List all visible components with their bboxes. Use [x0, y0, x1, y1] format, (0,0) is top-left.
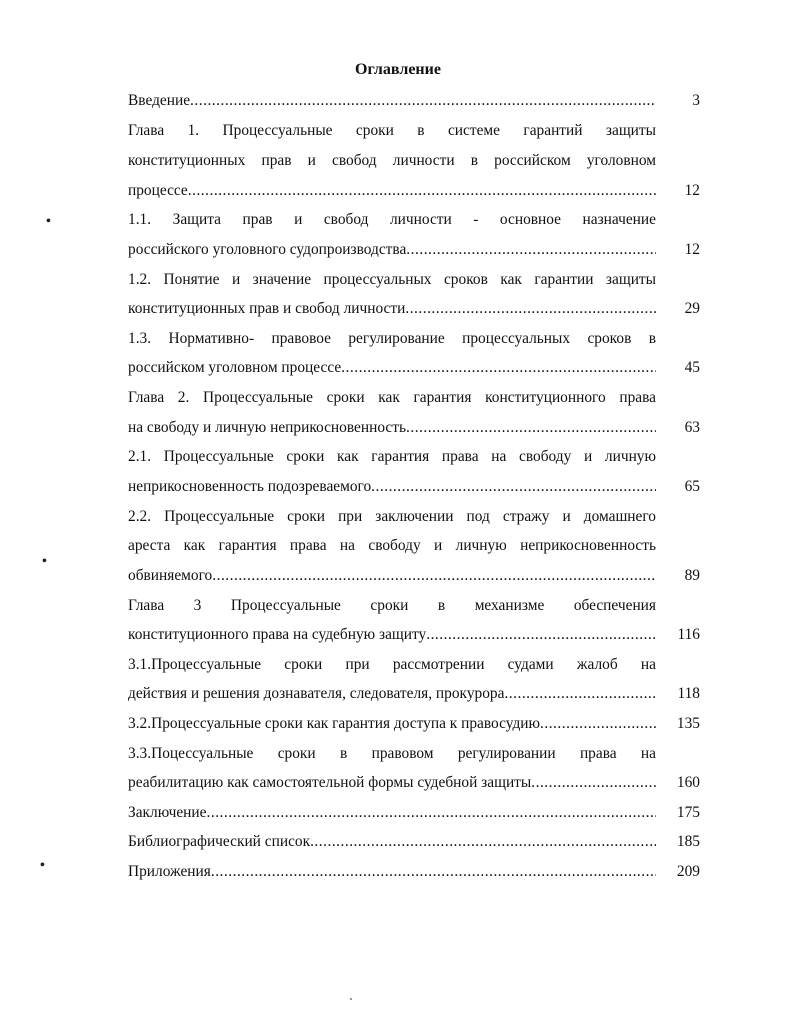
leader-dots	[540, 714, 656, 734]
toc-entry-appendices	[128, 862, 656, 882]
scan-artifact-mark: •	[46, 214, 51, 229]
leader-dots	[371, 477, 656, 497]
toc-entry-chapter-1-line-3	[128, 181, 656, 201]
toc-page-number: 185	[676, 833, 700, 850]
leader-dots	[426, 625, 656, 645]
toc-page-number: 135	[676, 715, 700, 732]
toc-page-number: 3	[692, 92, 700, 109]
toc-entry-text: Введение	[128, 92, 191, 109]
toc-entry-chapter-1-line-2: конституционных прав и свобод личности в российском уголовном	[128, 152, 656, 169]
toc-entry-1-2-line-2	[128, 299, 656, 319]
leader-dots	[188, 181, 656, 201]
page-title: Оглавление	[355, 61, 441, 78]
toc-entry-text: Приложения	[128, 863, 211, 880]
toc-entry-text: реабилитацию как самостоятельной формы судебной защиты	[128, 774, 532, 791]
toc-entry-text: российского уголовного судопроизводства	[128, 241, 407, 258]
toc-entry-1-3-line-1: 1.3. Нормативно- правовое регулирование процессуальных сроков в	[128, 330, 656, 347]
toc-entry-introduction	[128, 91, 656, 111]
toc-entry-text: обвиняемого	[128, 567, 213, 584]
leader-dots	[531, 773, 656, 793]
toc-entry-text: Заключение	[128, 804, 207, 821]
scan-artifact-mark: •	[40, 858, 45, 873]
toc-entry-chapter-2-line-2	[128, 418, 656, 438]
toc-page-number: 89	[684, 567, 700, 584]
toc-entry-text: процессе	[128, 182, 188, 199]
toc-entry-chapter-2-line-1: Глава 2. Процессуальные сроки как гарантия конституционного права	[128, 389, 656, 406]
toc-page-number: 12	[684, 182, 700, 199]
scan-artifact-speck	[350, 998, 352, 1000]
toc-entry-3-1-line-2	[128, 684, 656, 704]
toc-page-number: 209	[676, 863, 700, 880]
toc-page-number: 12	[684, 241, 700, 258]
toc-page-number: 29	[684, 300, 700, 317]
toc-entry-2-2-line-2: ареста как гарантия права на свободу и личную неприкосновенность	[128, 537, 656, 554]
toc-entry-text: Библиографический список	[128, 833, 311, 850]
toc-entry-bibliography	[128, 832, 656, 852]
toc-page-number: 65	[684, 478, 700, 495]
toc-entry-text: 3.2.Процессуальные сроки как гарантия доступа к правосудию	[128, 715, 541, 732]
toc-entry-text: неприкосновенность подозреваемого	[128, 478, 372, 495]
toc-entry-text: конституционного права на судебную защиту	[128, 626, 427, 643]
leader-dots	[504, 684, 656, 704]
toc-entry-1-3-line-2	[128, 358, 656, 378]
toc-entry-text: действия и решения дознавателя, следователя, прокурора	[128, 685, 505, 702]
toc-entry-conclusion	[128, 803, 656, 823]
leader-dots	[310, 832, 656, 852]
scan-artifact-mark: •	[42, 554, 47, 569]
toc-page-number: 63	[684, 419, 700, 436]
toc-entry-text: на свободу и личную неприкосновенность	[128, 419, 406, 436]
leader-dots	[211, 862, 656, 882]
toc-entry-1-2-line-1: 1.2. Понятие и значение процессуальных сроков как гарантии защиты	[128, 271, 656, 288]
toc-entry-2-2-line-3	[128, 566, 656, 586]
toc-entry-chapter-3-line-1: Глава 3 Процессуальные сроки в механизме обеспечения	[128, 597, 656, 614]
toc-entry-3-3-line-1: 3.3.Поцессуальные сроки в правовом регулировании права на	[128, 745, 656, 762]
toc-entry-3-3-line-2	[128, 773, 656, 793]
toc-entry-2-1-line-1: 2.1. Процессуальные сроки как гарантия права на свободу и личную	[128, 448, 656, 465]
toc-page-number: 45	[684, 359, 700, 376]
leader-dots	[341, 358, 656, 378]
toc-entry-text: конституционных прав и свобод личности	[128, 300, 406, 317]
toc-entry-chapter-1-line-1: Глава 1. Процессуальные сроки в системе гарантий защиты	[128, 122, 656, 139]
leader-dots	[190, 91, 656, 111]
toc-entry-chapter-3-line-2	[128, 625, 656, 645]
toc-entry-3-1-line-1: 3.1.Процессуальные сроки при рассмотрении судами жалоб на	[128, 656, 656, 673]
toc-entry-2-1-line-2	[128, 477, 656, 497]
toc-page-number: 175	[676, 804, 700, 821]
leader-dots	[406, 240, 656, 260]
toc-page-number: 116	[677, 626, 700, 643]
leader-dots	[207, 803, 657, 823]
toc-entry-3-2	[128, 714, 656, 734]
leader-dots	[405, 299, 656, 319]
toc-entry-2-2-line-1: 2.2. Процессуальные сроки при заключении под стражу и домашнего	[128, 508, 656, 525]
toc-entry-1-1-line-1: 1.1. Защита прав и свобод личности - основное назначение	[128, 211, 656, 228]
toc-page-number: 118	[677, 685, 700, 702]
toc-entry-text: российском уголовном процессе	[128, 359, 342, 376]
leader-dots	[406, 418, 656, 438]
toc-entry-1-1-line-2	[128, 240, 656, 260]
leader-dots	[212, 566, 656, 586]
toc-page-number: 160	[676, 774, 700, 791]
